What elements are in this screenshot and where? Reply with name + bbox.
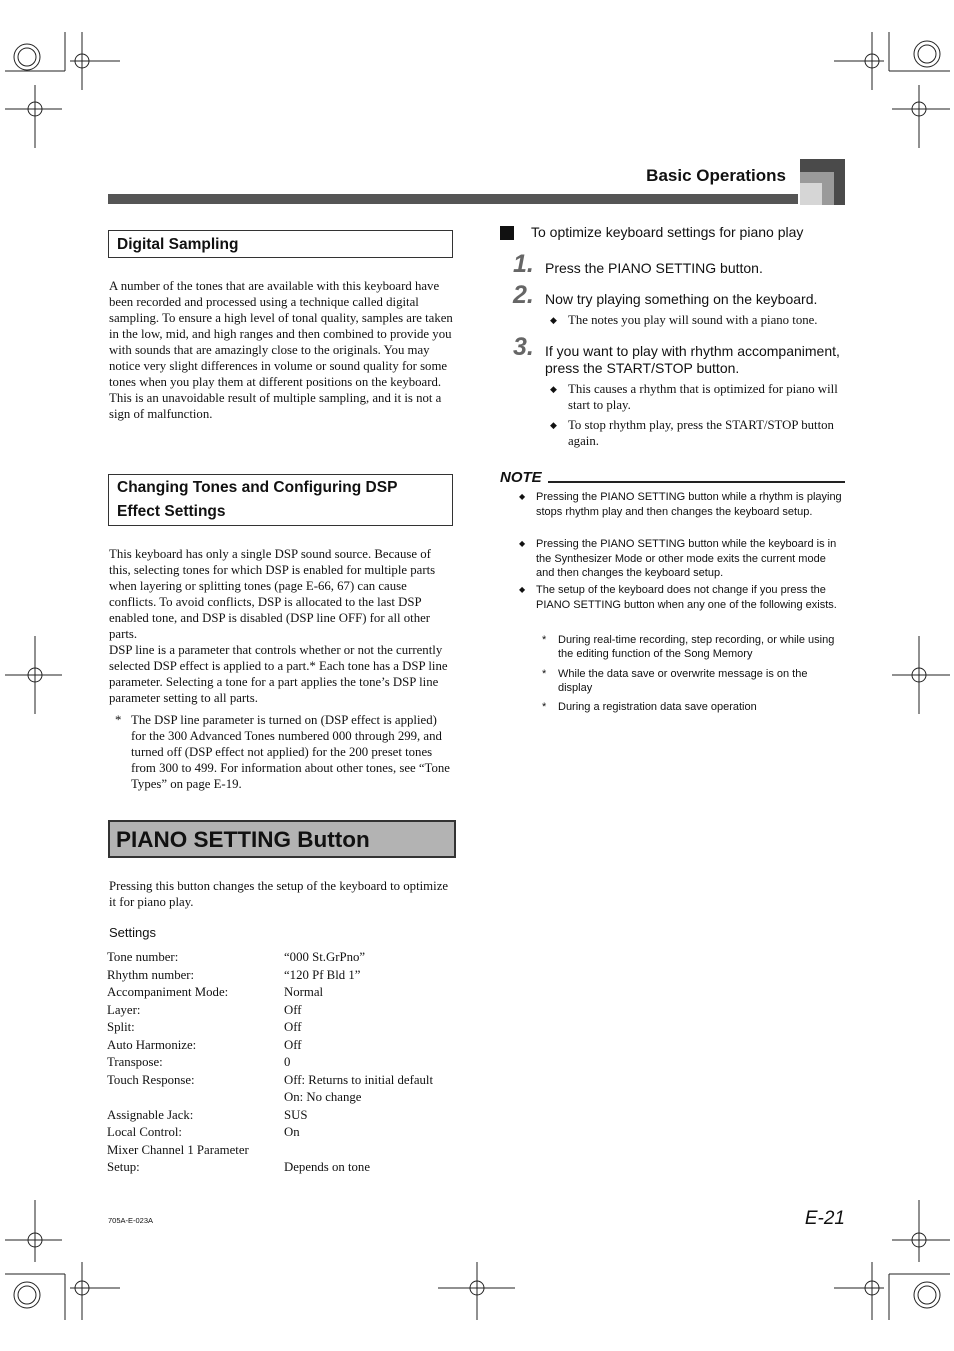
dsp-heading-line1: Changing Tones and Configuring DSP bbox=[117, 479, 398, 496]
settings-value: “120 Pf Bld 1” bbox=[284, 967, 361, 982]
header-tab-block-light bbox=[800, 183, 822, 205]
note-bullet bbox=[519, 537, 847, 581]
note-sub-text: During real-time recording, step recording, or while using the editing function of the Song Memory bbox=[558, 634, 835, 660]
settings-value: SUS bbox=[284, 1107, 308, 1122]
step-text: Press the PIANO SETTING button. bbox=[545, 260, 763, 276]
header-rule bbox=[108, 194, 798, 204]
bullet-text: To stop rhythm play, press the START/STOP button again. bbox=[568, 418, 834, 448]
section-marker-square-icon bbox=[500, 226, 514, 240]
piano-setting-paragraph: Pressing this button changes the setup of the keyboard to optimize it for piano play. bbox=[109, 879, 449, 909]
diamond-bullet-icon: ◆ bbox=[550, 315, 557, 325]
diamond-bullet-icon: ◆ bbox=[519, 492, 526, 501]
settings-table bbox=[107, 949, 467, 1177]
note-sub-item bbox=[542, 700, 842, 714]
footnote-text: The DSP line parameter is turned on (DSP effect is applied) for the 300 Advanced Tones numbered 000 through 299, and turned off (DSP effect not applied) for the 200 preset tones from 300 to 499. For information about other tones, see “Tone Types” on page E-19. bbox=[131, 713, 450, 791]
dsp-paragraph-1: This keyboard has only a single DSP sound source. Because of this, selecting tones for which DSP is enabled for multiple parts when layering or splitting tones (page E-66, 67) can cause conflicts. To avoid conflicts, DSP is allocated to the last DSP enabled tone, and DSP is disabled (DSP line OFF) for all other parts. bbox=[109, 547, 436, 641]
settings-row bbox=[107, 1089, 467, 1107]
step-number: 3. bbox=[513, 333, 534, 361]
digital-sampling-paragraph: A number of the tones that are available with this keyboard have been recorded and processed using a technique called digital sampling. To ensure a high level of tonal quality, samples are taken in the low, mid, and high ranges and then combined to provide you with sounds that are amazingly close to the originals. You may notice very slight differences in volume or sound quality for some tones when you play them at different positions on the keyboard. This is an unavoidable result of multiple sampling, and it is not a sign of malfunction. bbox=[109, 279, 453, 421]
settings-row bbox=[107, 1142, 467, 1160]
diamond-bullet-icon: ◆ bbox=[550, 384, 557, 394]
diamond-bullet-icon: ◆ bbox=[550, 420, 557, 430]
note-bullet bbox=[519, 490, 847, 519]
document-code: 705A-E-023A bbox=[108, 1216, 154, 1225]
note-rule bbox=[548, 481, 845, 483]
note-bullet-text: The setup of the keyboard does not change if you press the PIANO SETTING button when any one of the following exists. bbox=[536, 584, 837, 611]
step-text: Now try playing something on the keyboard. bbox=[545, 291, 818, 307]
settings-title: Settings bbox=[109, 925, 156, 940]
page-number: E-21 bbox=[804, 1208, 845, 1229]
procedure-heading: To optimize keyboard settings for piano play bbox=[531, 224, 804, 240]
settings-label: Accompaniment Mode: bbox=[107, 985, 229, 999]
settings-value: Normal bbox=[284, 985, 324, 999]
settings-label: Tone number: bbox=[107, 950, 179, 964]
bullet-text: The notes you play will sound with a piano tone. bbox=[568, 313, 818, 327]
settings-row bbox=[107, 1124, 467, 1142]
settings-row bbox=[107, 1019, 467, 1037]
note-sub-item bbox=[542, 633, 842, 661]
step-bullet bbox=[550, 417, 848, 449]
section-heading-piano-setting: PIANO SETTING Button bbox=[108, 820, 456, 858]
settings-row bbox=[107, 1054, 467, 1072]
settings-row bbox=[107, 1037, 467, 1055]
settings-value: “000 St.GrPno” bbox=[284, 950, 366, 964]
settings-label: Touch Response: bbox=[107, 1072, 195, 1087]
settings-label: Setup: bbox=[107, 1160, 140, 1174]
settings-value: Off bbox=[284, 1002, 302, 1017]
section-heading-dsp bbox=[108, 474, 453, 526]
note-bullet bbox=[519, 583, 847, 612]
note-bullet-text: Pressing the PIANO SETTING button while the keyboard is in the Synthesizer Mode or other mode exits the current mode and then changes the keyboard setup. bbox=[536, 538, 837, 580]
settings-label: Mixer Channel 1 Parameter bbox=[107, 1142, 249, 1157]
settings-label: Layer: bbox=[107, 1002, 141, 1017]
step-bullet bbox=[550, 381, 848, 413]
running-header-title: Basic Operations bbox=[646, 166, 786, 185]
settings-label: Auto Harmonize: bbox=[107, 1037, 197, 1052]
bullet-text: This causes a rhythm that is optimized for piano will start to play. bbox=[568, 382, 838, 412]
asterisk-mark: * bbox=[542, 701, 547, 713]
step-text: If you want to play with rhythm accompaniment, press the START/STOP button. bbox=[545, 343, 840, 376]
settings-value: Off bbox=[284, 1037, 302, 1052]
diamond-bullet-icon: ◆ bbox=[519, 539, 526, 548]
settings-value: Depends on tone bbox=[284, 1160, 371, 1174]
note-sub-text: While the data save or overwrite message is on the display bbox=[558, 668, 808, 694]
settings-value: 0 bbox=[284, 1055, 291, 1069]
step-number: 2. bbox=[513, 281, 534, 309]
note-sub-item bbox=[542, 667, 842, 695]
asterisk-mark: * bbox=[542, 668, 547, 680]
settings-value: Off: Returns to initial default bbox=[284, 1072, 434, 1087]
settings-label: Split: bbox=[107, 1020, 135, 1034]
settings-row bbox=[107, 1072, 467, 1090]
settings-row bbox=[107, 967, 467, 985]
settings-value: Off bbox=[284, 1020, 302, 1034]
settings-label: Transpose: bbox=[107, 1055, 163, 1069]
settings-value: On: No change bbox=[284, 1090, 362, 1104]
step-bullet bbox=[550, 312, 848, 328]
settings-label: Assignable Jack: bbox=[107, 1107, 194, 1122]
section-heading-digital-sampling: Digital Sampling bbox=[108, 230, 453, 258]
settings-label: Rhythm number: bbox=[107, 967, 195, 982]
settings-value: On bbox=[284, 1125, 300, 1139]
note-label: NOTE bbox=[500, 469, 542, 486]
dsp-paragraph-2: DSP line is a parameter that controls whether or not the currently selected DSP effect is applied to a part.* Each tone has a DSP line parameter. Selecting a tone for a part applies the tone’s DSP line parameter setting to all parts. bbox=[109, 643, 448, 705]
note-sub-text: During a registration data save operation bbox=[558, 701, 757, 713]
settings-row bbox=[107, 1107, 467, 1125]
footnote-mark: * bbox=[115, 713, 122, 727]
settings-row bbox=[107, 1159, 467, 1177]
settings-row bbox=[107, 949, 467, 967]
settings-row bbox=[107, 1002, 467, 1020]
note-bullet-text: Pressing the PIANO SETTING button while a rhythm is playing stops rhythm play and then changes the keyboard setup. bbox=[536, 491, 842, 518]
settings-row bbox=[107, 984, 467, 1002]
dsp-heading-line2: Effect Settings bbox=[117, 503, 226, 520]
diamond-bullet-icon: ◆ bbox=[519, 585, 526, 594]
settings-label: Local Control: bbox=[107, 1125, 182, 1139]
dsp-footnote bbox=[109, 712, 454, 792]
asterisk-mark: * bbox=[542, 634, 547, 646]
step-number: 1. bbox=[513, 250, 534, 278]
